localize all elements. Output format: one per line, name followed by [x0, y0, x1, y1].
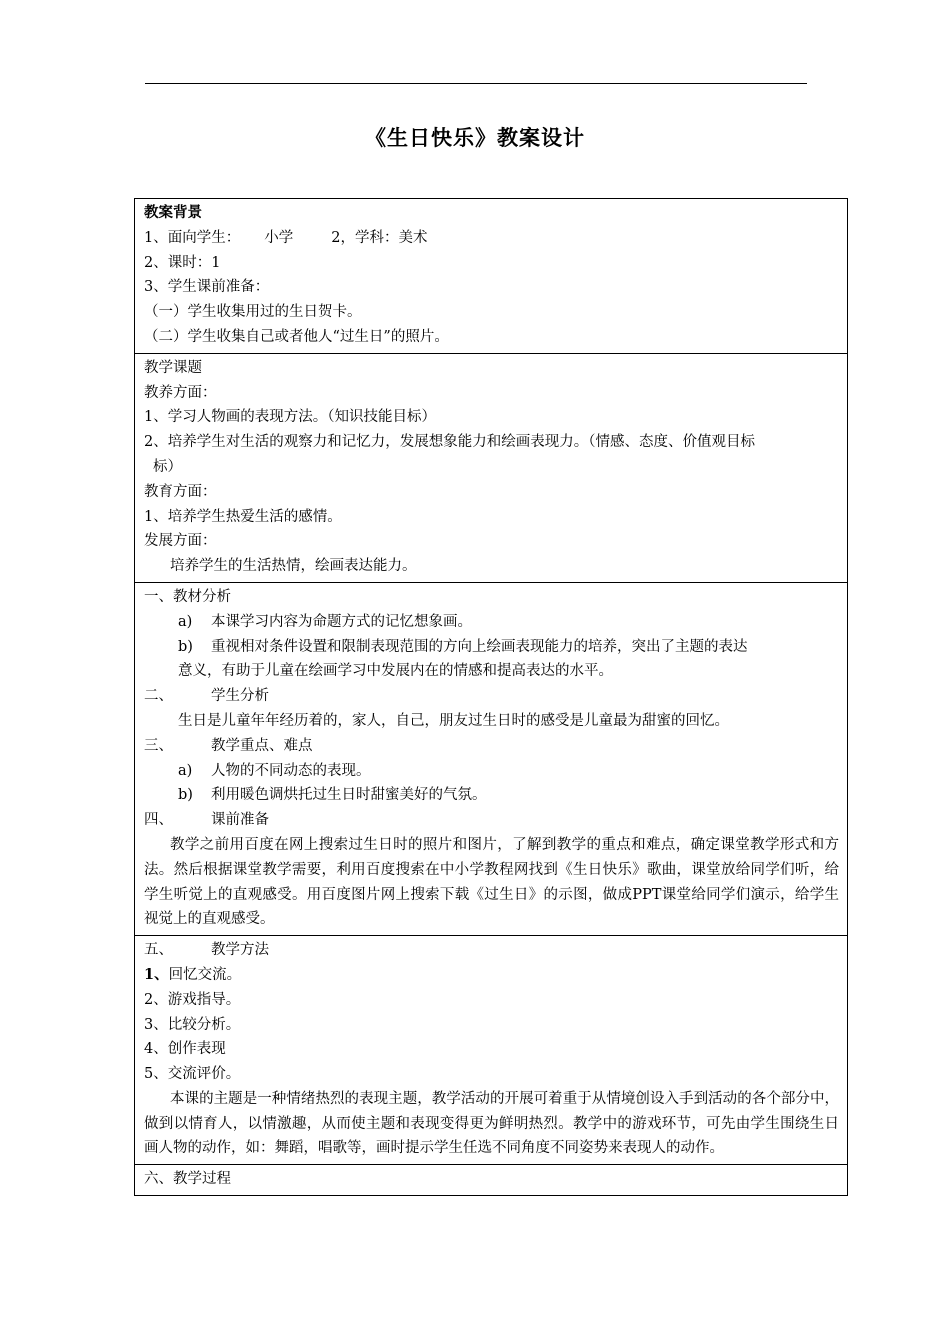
background-heading: 教案背景 [144, 204, 202, 221]
section-process [135, 1165, 848, 1196]
preparation-item-2: （二）学生收集自己或者他人“过生日”的照片。 [144, 328, 449, 345]
method-5: 5、交流评价。 [144, 1066, 241, 1083]
target-label: 1、面向学生： [144, 229, 241, 246]
method-4: 4、创作表现 [144, 1041, 226, 1058]
process-heading: 六、教学过程 [144, 1171, 231, 1188]
topic-heading: 教学课题 [144, 359, 202, 376]
objective-1: 1、学习人物画的表现方法。（知识技能目标） [144, 409, 436, 426]
preparation-heading: 四、 课前准备 [144, 812, 269, 829]
student-analysis-text: 生日是儿童年年经历着的，家人，自己，朋友过生日时的感受是儿童最为甜蜜的回忆。 [178, 712, 729, 729]
lesson-plan-table [134, 198, 848, 1196]
student-analysis-heading: 二、 学生分析 [144, 688, 269, 705]
key-point-a: a) 人物的不同动态的表现。 [178, 762, 371, 779]
method-2: 2、游戏指导。 [144, 991, 241, 1008]
material-analysis-heading: 一、教材分析 [144, 588, 231, 605]
subject-value: 2，学科：美术 [331, 229, 428, 246]
material-item-a: a) 本课学习内容为命题方式的记忆想象画。 [178, 613, 472, 630]
student-preparation: 3、学生课前准备： [144, 279, 270, 296]
section-background [135, 199, 848, 354]
preparation-text: 教学之前用百度在网上搜索过生日时的照片和图片，了解到教学的重点和难点，确定课堂教学形式和方法。然后根据课堂教学需要，利用百度搜索在中小学教程网找到《生日快乐》歌曲，课堂放给同学们听，给学生听觉上的直观感受。用百度图片网上搜索下载《过生日》的示图，做成PPT课堂给同学们演示，给学生视觉上的直观感受。 [144, 836, 839, 928]
section-analysis [135, 582, 848, 935]
method-1: 1、回忆交流。 [144, 965, 242, 983]
objective-4: 培养学生的生活热情，绘画表达能力。 [170, 558, 417, 575]
methods-heading: 五、 教学方法 [144, 942, 269, 959]
methods-text: 本课的主题是一种情绪热烈的表现主题，教学活动的开展可着重于从情境创设入手到活动的各个部分中，做到以情育人，以情激趣，从而使主题和表现变得更为鲜明热烈。教学中的游戏环节，可先由学生围绕生日画人物的动作，如：舞蹈，唱歌等，画时提示学生任选不同角度不同姿势来表现人的动作。 [144, 1090, 839, 1157]
method-3: 3、比较分析。 [144, 1016, 241, 1033]
nurture-aspect: 教养方面： [144, 384, 217, 401]
header-rule [145, 83, 807, 84]
material-item-b: b) 重视相对条件设置和限制表现范围的方向上绘画表现能力的培养，突出了主题的表达 [178, 638, 748, 655]
development-aspect: 发展方面： [144, 533, 217, 550]
document-title: 《生日快乐》教案设计 [365, 125, 585, 150]
section-methods [135, 936, 848, 1165]
key-point-b: b) 利用暖色调烘托过生日时甜蜜美好的气氛。 [178, 787, 487, 804]
section-topic [135, 353, 848, 582]
material-item-b-cont: 意义，有助于儿童在绘画学习中发展内在的情感和提高表达的水平。 [178, 663, 613, 680]
objective-2: 2、培养学生对生活的观察力和记忆力，发展想象能力和绘画表现力。（情感、态度、价值观目标 标） [144, 434, 755, 475]
target-subject-line [144, 226, 839, 251]
education-aspect: 教育方面： [144, 483, 217, 500]
key-points-heading: 三、 教学重点、难点 [144, 737, 313, 754]
target-value: 小学 [264, 229, 294, 246]
preparation-item-1: （一）学生收集用过的生日贺卡。 [144, 304, 362, 321]
objective-3: 1、培养学生热爱生活的感情。 [144, 508, 342, 525]
class-hours: 2、课时：1 [144, 254, 221, 271]
